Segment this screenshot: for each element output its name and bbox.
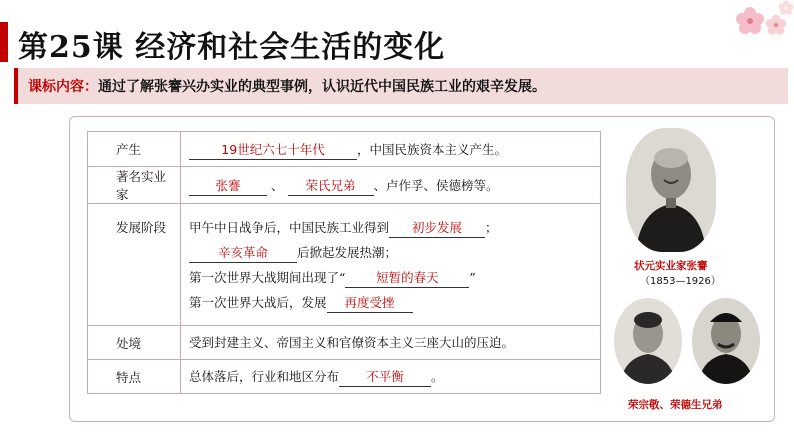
row-text: ； <box>485 219 498 235</box>
row-text: 。 <box>431 369 444 384</box>
row-label: 发展阶段 <box>88 204 181 326</box>
table-row <box>88 326 601 360</box>
summary-table <box>87 131 601 394</box>
row-content <box>181 204 601 326</box>
answer-blank: 辛亥革命 <box>189 244 297 263</box>
row-text: 后掀起发展热潮； <box>297 244 398 260</box>
row-text: 、卢作孚、侯德榜等。 <box>373 177 499 193</box>
row-text: 甲午中日战争后，中国民族工业得到 <box>189 219 390 235</box>
answer-blank: 19世纪六七十年代 <box>189 141 357 160</box>
answer-blank: 短暂的春天 <box>345 269 469 288</box>
curriculum-standard-text <box>28 76 546 96</box>
row-label: 处境 <box>88 326 181 360</box>
row-content <box>181 132 601 167</box>
lesson-title: 第25课 经济和社会生活的变化 <box>18 30 446 65</box>
answer-blank: 荣氏兄弟 <box>288 177 374 196</box>
portrait-image <box>692 298 760 384</box>
portrait-image <box>626 128 716 252</box>
row-content <box>181 360 601 394</box>
table-row <box>88 167 601 204</box>
curriculum-standard-body: 通过了解张謇兴办实业的典型事例，认识近代中国民族工业的艰辛发展。 <box>98 79 546 95</box>
table-row <box>88 204 601 326</box>
row-label: 特点 <box>88 360 181 394</box>
blossom-icon <box>778 0 794 16</box>
curriculum-standard-banner <box>14 68 788 104</box>
answer-blank: 再度受挫 <box>327 294 413 313</box>
portrait-zhang-jian <box>626 128 716 252</box>
row-content <box>181 167 601 204</box>
row-content <box>181 326 601 360</box>
title-bar <box>0 18 794 66</box>
portrait-image <box>614 298 682 384</box>
table-row <box>88 360 601 394</box>
curriculum-standard-label: 课标内容： <box>28 79 98 95</box>
portrait-rong-zongjing <box>614 298 682 384</box>
answer-blank: 初步发展 <box>389 219 485 238</box>
row-text: ，中国民族资本主义产生。 <box>357 141 508 157</box>
table-row <box>88 132 601 167</box>
row-text: 受到封建主义、帝国主义和官僚资本主义三座大山的压迫。 <box>189 335 515 350</box>
answer-blank: 张謇 <box>189 177 267 196</box>
row-text: 、 <box>271 177 284 193</box>
zhang-jian-years: （1853—1926） <box>640 276 721 287</box>
row-text: ” <box>469 269 476 285</box>
title-accent-bar <box>0 22 8 62</box>
rong-brothers-caption: 荣宗敬、荣德生兄弟 <box>628 399 723 411</box>
row-text: 第一次世界大战期间出现了“ <box>189 269 346 285</box>
answer-blank: 不平衡 <box>339 368 431 387</box>
portrait-rong-desheng <box>692 298 760 384</box>
row-label: 著名实业家 <box>88 167 181 204</box>
zhang-jian-caption: 状元实业家张謇 <box>634 260 708 272</box>
row-label: 产生 <box>88 132 181 167</box>
row-text: 总体落后，行业和地区分布 <box>189 369 340 384</box>
row-text: 第一次世界大战后，发展 <box>189 294 327 310</box>
